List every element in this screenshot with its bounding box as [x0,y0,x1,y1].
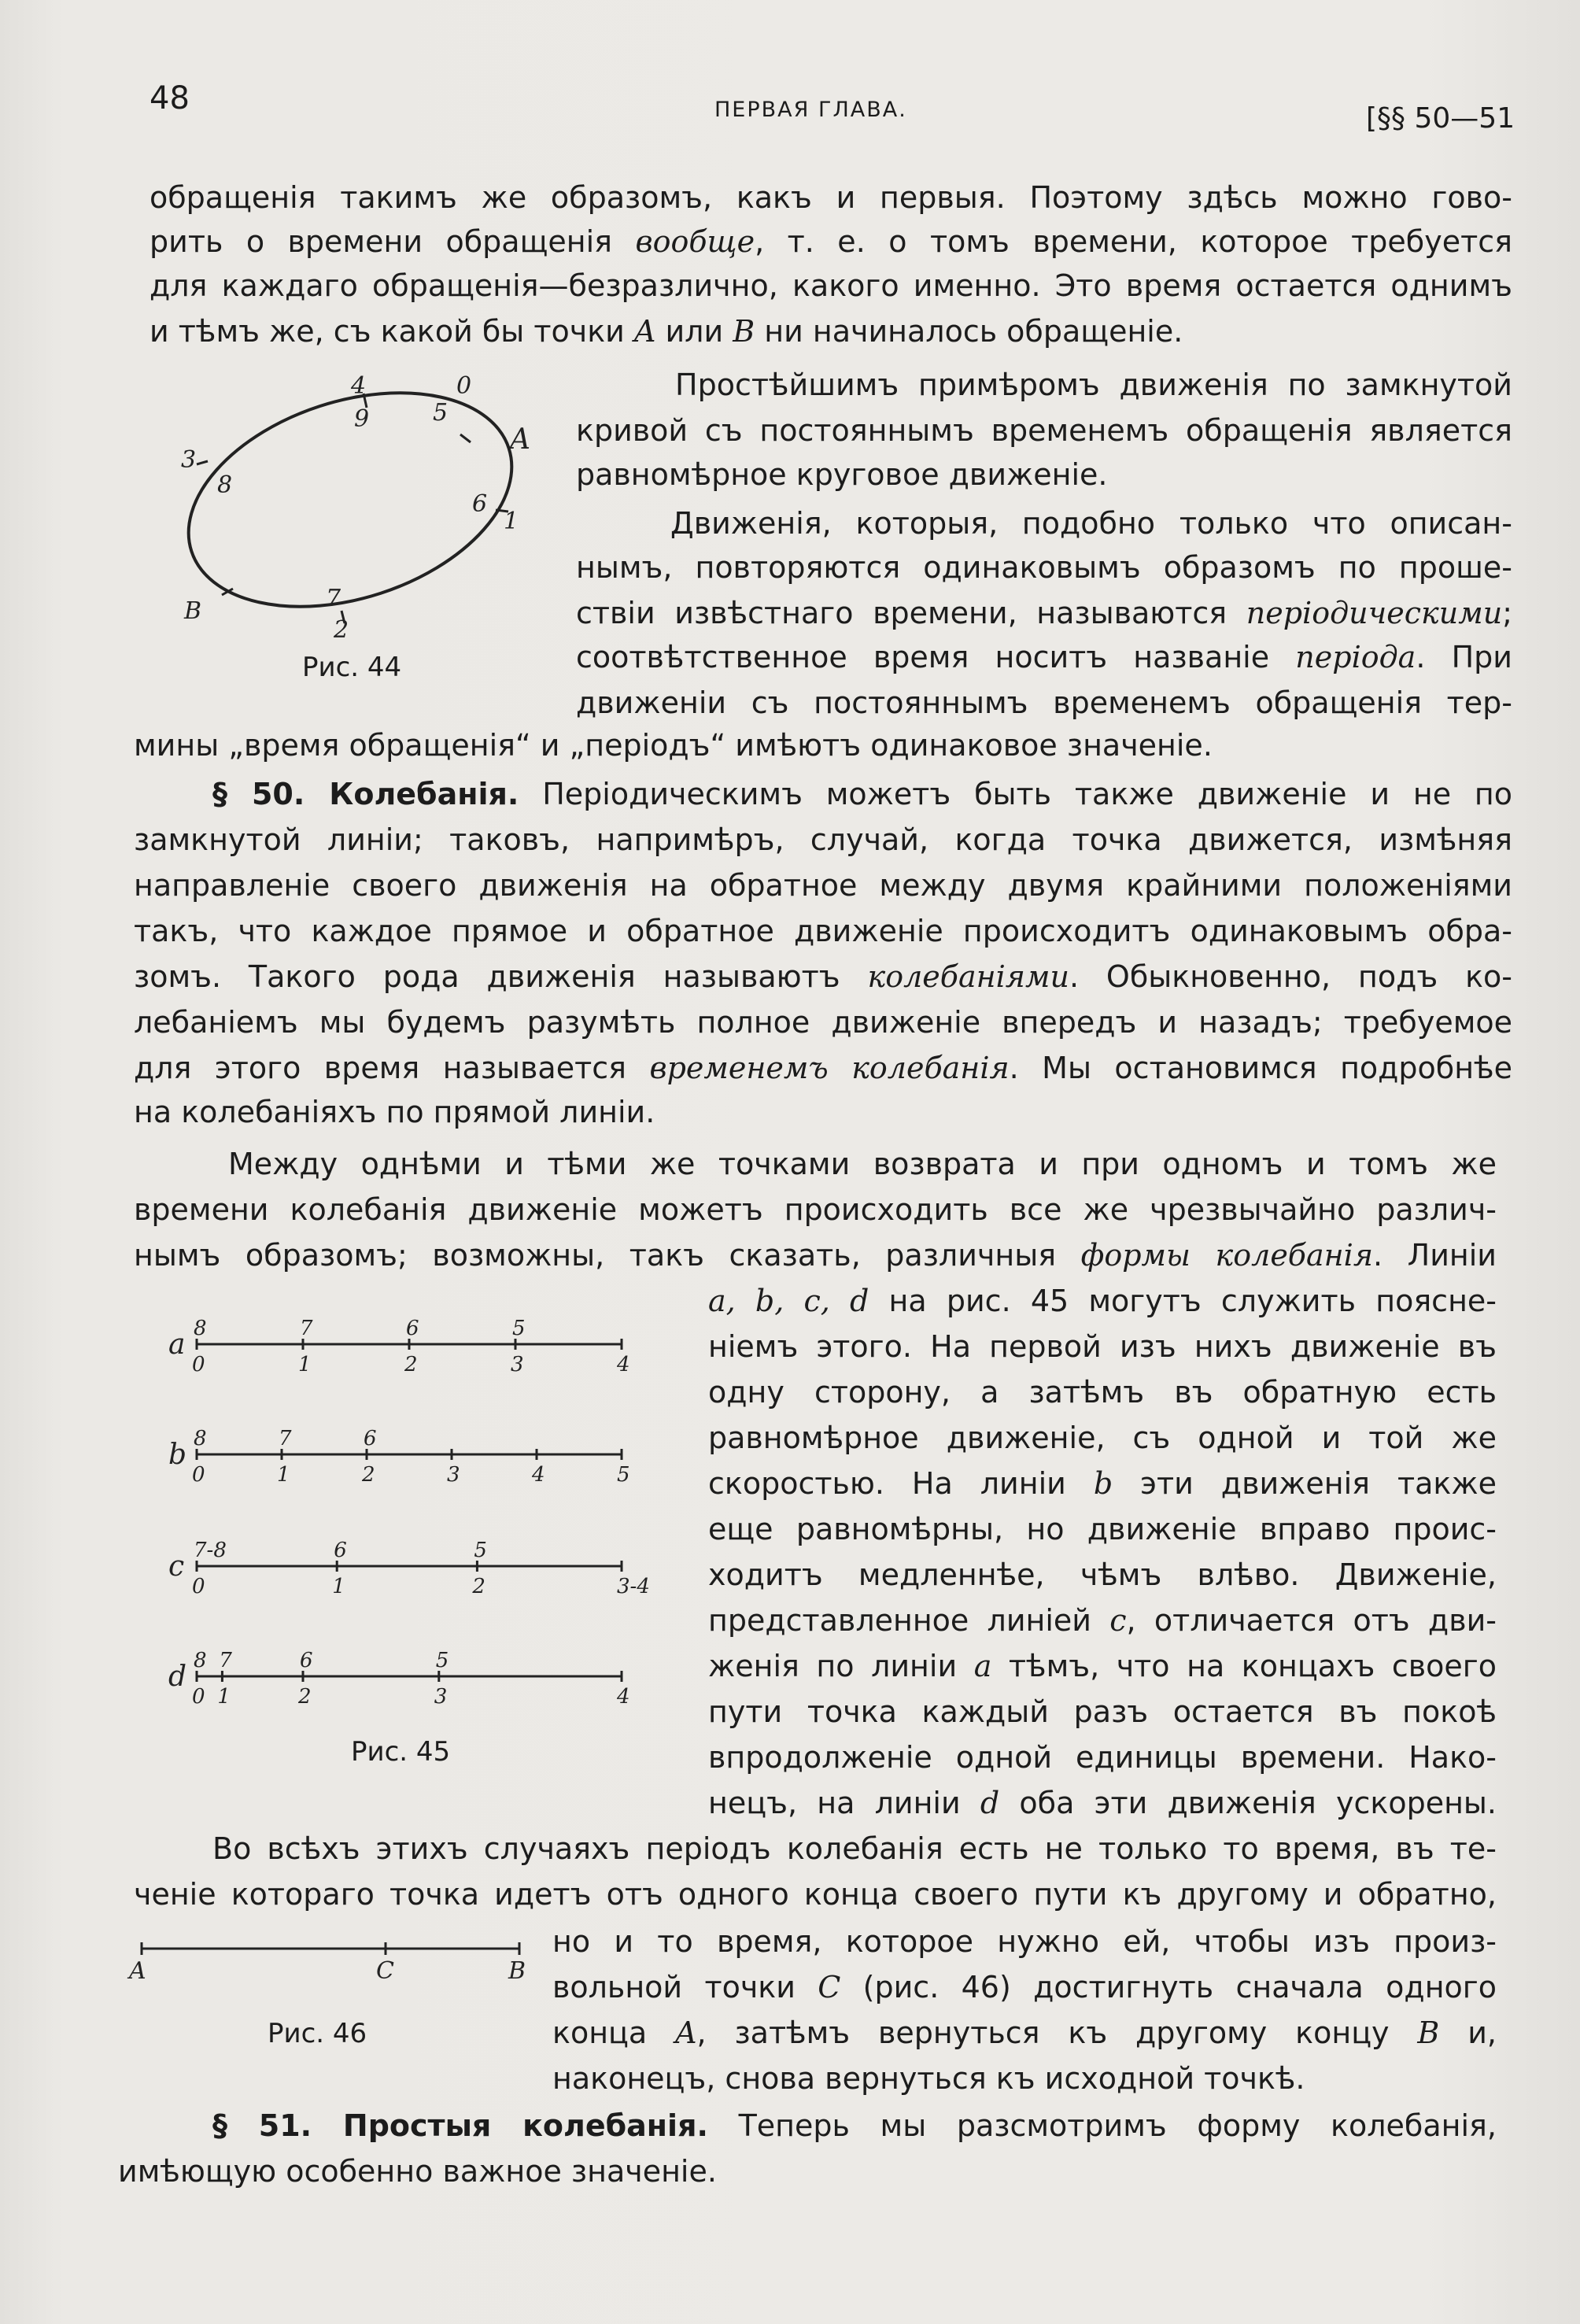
fig45-top-label: 6 [364,1427,377,1450]
fig44-label: 0 [456,372,472,400]
text-line: одну сторону, а затѣмъ въ обратную есть [708,1375,1497,1410]
fig44-label: 9 [354,405,370,433]
fig45-bottom-label: 2 [298,1685,312,1709]
text-line: пути точка каждый разъ остается въ покоѣ [708,1694,1497,1729]
fig45-row-label: c [168,1550,185,1583]
section-heading: § 50. Колебанія. [212,777,519,811]
text-line: рить о времени обращенія вообще, т. е. о томъ времени, которое требуется [150,224,1512,259]
text-line: движеніи съ постояннымъ временемъ обращенія тер- [576,685,1512,720]
italic-term: a, b, c, d [708,1284,869,1318]
fig45-bottom-label: 2 [362,1463,375,1487]
text-line: впродолженіе одной единицы времени. Нако- [708,1740,1497,1775]
fig45-bottom-label: 2 [472,1575,485,1598]
fig45-top-label: 5 [474,1539,487,1562]
italic-term: періодическими [1246,596,1503,630]
fig45-bottom-label: 1 [298,1353,312,1376]
figure-46-caption: Рис. 46 [268,2018,367,2049]
text-line: зомъ. Такого рода движенія называютъ колебаніями. Обыкновенно, подъ ко- [134,959,1512,994]
italic-term: A [633,314,656,349]
fig44-label: B [184,597,202,625]
fig45-row-d [168,1649,630,1709]
fig46-label: B [508,1957,526,1985]
italic-term: C [818,1970,841,2004]
text-line: наконецъ, снова вернуться къ исходной точкѣ. [552,2061,1305,2096]
text-line: соотвѣтственное время носитъ названіе періода. При [576,640,1512,674]
fig45-row-a [168,1317,630,1376]
fig45-bottom-label: 3 [447,1463,460,1487]
fig44-label: 4 [351,372,367,400]
text-line: на колебаніяхъ по прямой линіи. [134,1095,655,1129]
fig46-label: A [129,1957,146,1985]
text-line: Простѣйшимъ примѣромъ движенія по замкнутой [675,368,1512,402]
fig45-bottom-label: 3 [434,1685,448,1709]
fig45-top-label: 7 [279,1427,292,1450]
fig45-top-label: 8 [194,1427,207,1450]
fig44-label: 3 [181,446,197,474]
text-line: a, b, c, d на рис. 45 могутъ служить поясне- [708,1284,1497,1318]
fig45-bottom-label: 0 [192,1463,205,1487]
text-line: кривой съ постояннымъ временемъ обращенія является [576,413,1512,448]
text-line: мины „время обращенія“ и „періодъ“ имѣютъ одинаковое значеніе. [134,728,1213,763]
fig45-bottom-label: 4 [532,1463,545,1487]
figure-44-caption: Рис. 44 [302,652,402,683]
fig44-label: 2 [334,616,349,644]
fig45-row-label: b [168,1439,187,1471]
text-line: Движенія, которыя, подобно только что описан- [670,506,1512,541]
section-heading: § 51. Простыя колебанія. [212,2108,708,2143]
fig45-top-label: 6 [300,1649,313,1672]
italic-term: c [1109,1603,1127,1638]
fig44-label: 5 [433,399,449,427]
section-range: [§§ 50—51 [1366,102,1515,135]
fig45-bottom-label: 1 [332,1575,345,1598]
fig45-top-label: 8 [194,1649,207,1672]
fig45-bottom-label: 3-4 [617,1575,650,1598]
text-line: представленное линіей c, отличается отъ дви- [708,1603,1497,1638]
text-line: вольной точки C (рис. 46) достигнуть сначала одного [552,1970,1497,2004]
fig45-bottom-label: 1 [217,1685,231,1709]
italic-term: d [980,1786,1000,1820]
fig44-label: A [510,423,530,456]
text-line: § 50. Колебанія. Періодическимъ можетъ быть также движеніе и не по [212,777,1512,811]
text-line: Между однѣми и тѣми же точками возврата и при одномъ и томъ же [228,1147,1497,1181]
figure-44-ellipse [157,370,551,645]
text-line: нымъ образомъ; возможны, такъ сказать, различныя формы колебанія. Линіи [134,1238,1497,1273]
text-line: обращенія такимъ же образомъ, какъ и первыя. Поэтому здѣсь можно гово- [150,180,1512,215]
italic-term: B [733,314,755,349]
fig46-label: C [376,1957,394,1985]
text-line: нецъ, на линіи d оба эти движенія ускорены. [708,1786,1497,1820]
italic-term: періода [1295,640,1416,674]
fig45-top-label: 8 [194,1317,207,1340]
text-line: Во всѣхъ этихъ случаяхъ періодъ колебанія есть не только то время, въ те- [212,1831,1497,1866]
fig45-top-label: 6 [334,1539,347,1562]
figure-45-lines [157,1306,661,1731]
text-line: скоростью. На линіи b эти движенія также [708,1466,1497,1501]
text-line: такъ, что каждое прямое и обратное движеніе происходитъ одинаковымъ обра- [134,914,1512,948]
text-line: равномѣрное круговое движеніе. [576,457,1108,492]
text-line: лебаніемъ мы будемъ разумѣть полное движеніе впередъ и назадъ; требуемое [134,1005,1512,1040]
fig44-label: 6 [472,490,488,518]
text-line: направленіе своего движенія на обратное между двумя крайними положеніями [134,868,1512,903]
fig45-bottom-label: 2 [404,1353,418,1376]
fig45-top-label: 6 [406,1317,419,1340]
italic-term: a [973,1649,992,1683]
text-line: ніемъ этого. На первой изъ нихъ движеніе въ [708,1329,1497,1364]
fig45-row-c [168,1539,650,1598]
fig45-bottom-label: 1 [277,1463,290,1487]
text-line: еще равномѣрны, но движеніе вправо проис- [708,1512,1497,1546]
text-line: ходитъ медленнѣе, чѣмъ влѣво. Движеніе, [708,1557,1497,1592]
fig45-bottom-label: 0 [192,1685,205,1709]
italic-term: B [1417,2015,1440,2050]
fig45-bottom-label: 3 [511,1353,524,1376]
ellipse-ticks [197,393,508,623]
italic-term: колебаніями [867,959,1069,994]
page-number: 48 [150,80,190,116]
fig45-top-label: 7-8 [194,1539,227,1562]
fig45-bottom-label: 5 [617,1463,630,1487]
figure-45-caption: Рис. 45 [351,1736,451,1768]
fig45-bottom-label: 4 [617,1353,630,1376]
fig45-bottom-label: 4 [617,1685,630,1709]
italic-term: вообще [635,224,755,259]
text-line: женія по линіи a тѣмъ, что на концахъ своего [708,1649,1497,1683]
italic-term: A [675,2015,697,2050]
fig45-top-label: 7 [300,1317,313,1340]
text-line: для каждаго обращенія—безразлично, какого именно. Это время остается однимъ [150,268,1512,303]
text-line: равномѣрное движеніе, съ одной и той же [708,1421,1497,1455]
chapter-title: ПЕРВАЯ ГЛАВА. [714,98,907,122]
text-line: § 51. Простыя колебанія. Теперь мы разсмотримъ форму колебанія, [212,2108,1497,2143]
italic-term: формы колебанія [1080,1238,1373,1273]
fig45-row-b [168,1427,630,1487]
fig44-label: 1 [504,508,519,535]
fig45-top-label: 5 [435,1649,449,1672]
italic-term: b [1093,1466,1113,1501]
text-line: времени колебанія движеніе можетъ происходить все же чрезвычайно различ- [134,1192,1497,1227]
text-line: ствіи извѣстнаго времени, называются періодическими; [576,596,1512,630]
text-line: замкнутой линіи; таковъ, напримѣръ, случай, когда точка движется, измѣняя [134,822,1512,857]
text-line: для этого время называется временемъ колебанія. Мы остановимся подробнѣе [134,1051,1512,1085]
text-line: имѣющую особенно важное значеніе. [118,2154,717,2189]
fig44-label: 7 [326,585,341,612]
fig44-label: 8 [217,471,233,499]
figure-46-line [126,1931,535,1994]
fig45-row-label: d [168,1661,187,1693]
text-line: конца A, затѣмъ вернуться къ другому концу B и, [552,2015,1497,2050]
fig45-top-label: 5 [512,1317,526,1340]
fig45-bottom-label: 0 [192,1353,205,1376]
fig45-top-label: 7 [219,1649,232,1672]
fig45-bottom-label: 0 [192,1575,205,1598]
text-line: ченіе котораго точка идетъ отъ одного конца своего пути къ другому и обратно, [134,1877,1497,1912]
italic-term: временемъ колебанія [649,1051,1010,1085]
text-line: но и то время, которое нужно ей, чтобы изъ произ- [552,1924,1497,1959]
text-line: нымъ, повторяются одинаковымъ образомъ по проше- [576,550,1512,585]
fig45-row-label: a [168,1328,186,1361]
text-line: и тѣмъ же, съ какой бы точки A или B ни начиналось обращеніе. [150,314,1183,349]
